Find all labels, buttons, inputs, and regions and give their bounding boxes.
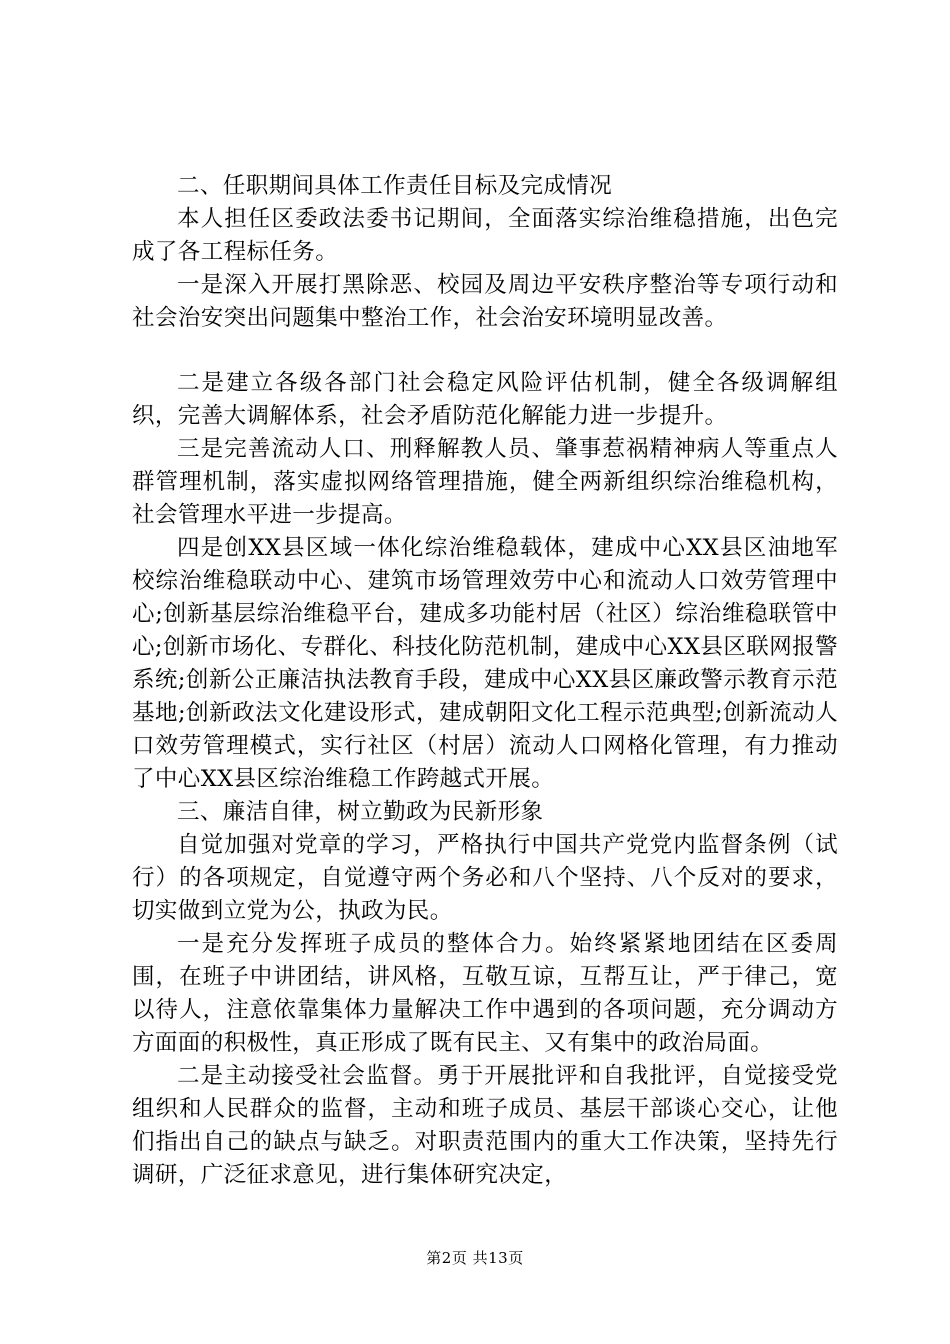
paragraph-spacer [132, 335, 838, 367]
section-heading-duties: 二、任职期间具体工作责任目标及完成情况 [177, 173, 613, 199]
body-paragraph: 一是深入开展打黑除恶、校园及周边平安秩序整治等专项行动和社会治安突出问题集中整治工作，社会治安环境明显改善。 [132, 272, 838, 331]
body-paragraph: 二是建立各级各部门社会稳定风险评估机制，健全各级调解组织，完善大调解体系，社会矛盾防范化解能力进一步提升。 [132, 370, 838, 429]
page-number-footer: 第2页 共13页 [426, 1249, 524, 1267]
body-paragraph: 一是充分发挥班子成员的整体合力。始终紧紧地团结在区委周围，在班子中讲团结，讲风格，互敬互谅，互帮互让，严于律己，宽以待人，注意依靠集体力量解决工作中遇到的各项问题，充分调动方方面面的积极性，真正形成了既有民主、又有集中的政治局面。 [132, 931, 838, 1056]
body-paragraph: 本人担任区委政法委书记期间，全面落实综治维稳措施，出色完成了各工程标任务。 [132, 206, 838, 265]
document-body [132, 170, 838, 1192]
body-paragraph: 三是完善流动人口、刑释解教人员、肇事惹祸精神病人等重点人群管理机制，落实虚拟网络管理措施，健全两新组织综治维稳机构，社会管理水平进一步提高。 [132, 436, 838, 528]
section-heading-integrity: 三、廉洁自律，树立勤政为民新形象 [177, 799, 544, 825]
body-paragraph: 自觉加强对党章的学习，严格执行中国共产党党内监督条例（试行）的各项规定，自觉遵守两个务必和八个坚持、八个反对的要求，切实做到立党为公，执政为民。 [132, 832, 838, 924]
body-paragraph: 二是主动接受社会监督。勇于开展批评和自我批评，自觉接受党组织和人民群众的监督，主动和班子成员、基层干部谈心交心，让他们指出自己的缺点与缺乏。对职责范围内的重大工作决策，坚持先行调研，广泛征求意见，进行集体研究决定， [132, 1063, 838, 1188]
body-paragraph: 四是创XX县区域一体化综治维稳载体，建成中心XX县区油地军校综治维稳联动中心、建筑市场管理效劳中心和流动人口效劳管理中心;创新基层综治维稳平台，建成多功能村居（社区）综治维稳联管中心;创新市场化、专群化、科技化防范机制，建成中心XX县区联网报警系统;创新公正廉洁执法教育手段，建成中心XX县区廉政警示教育示范基地;创新政法文化建设形式，建成朝阳文化工程示范典型;创新流动人口效劳管理模式，实行社区（村居）流动人口网格化管理，有力推动了中心XX县区综治维稳工作跨越式开展。 [132, 535, 838, 792]
